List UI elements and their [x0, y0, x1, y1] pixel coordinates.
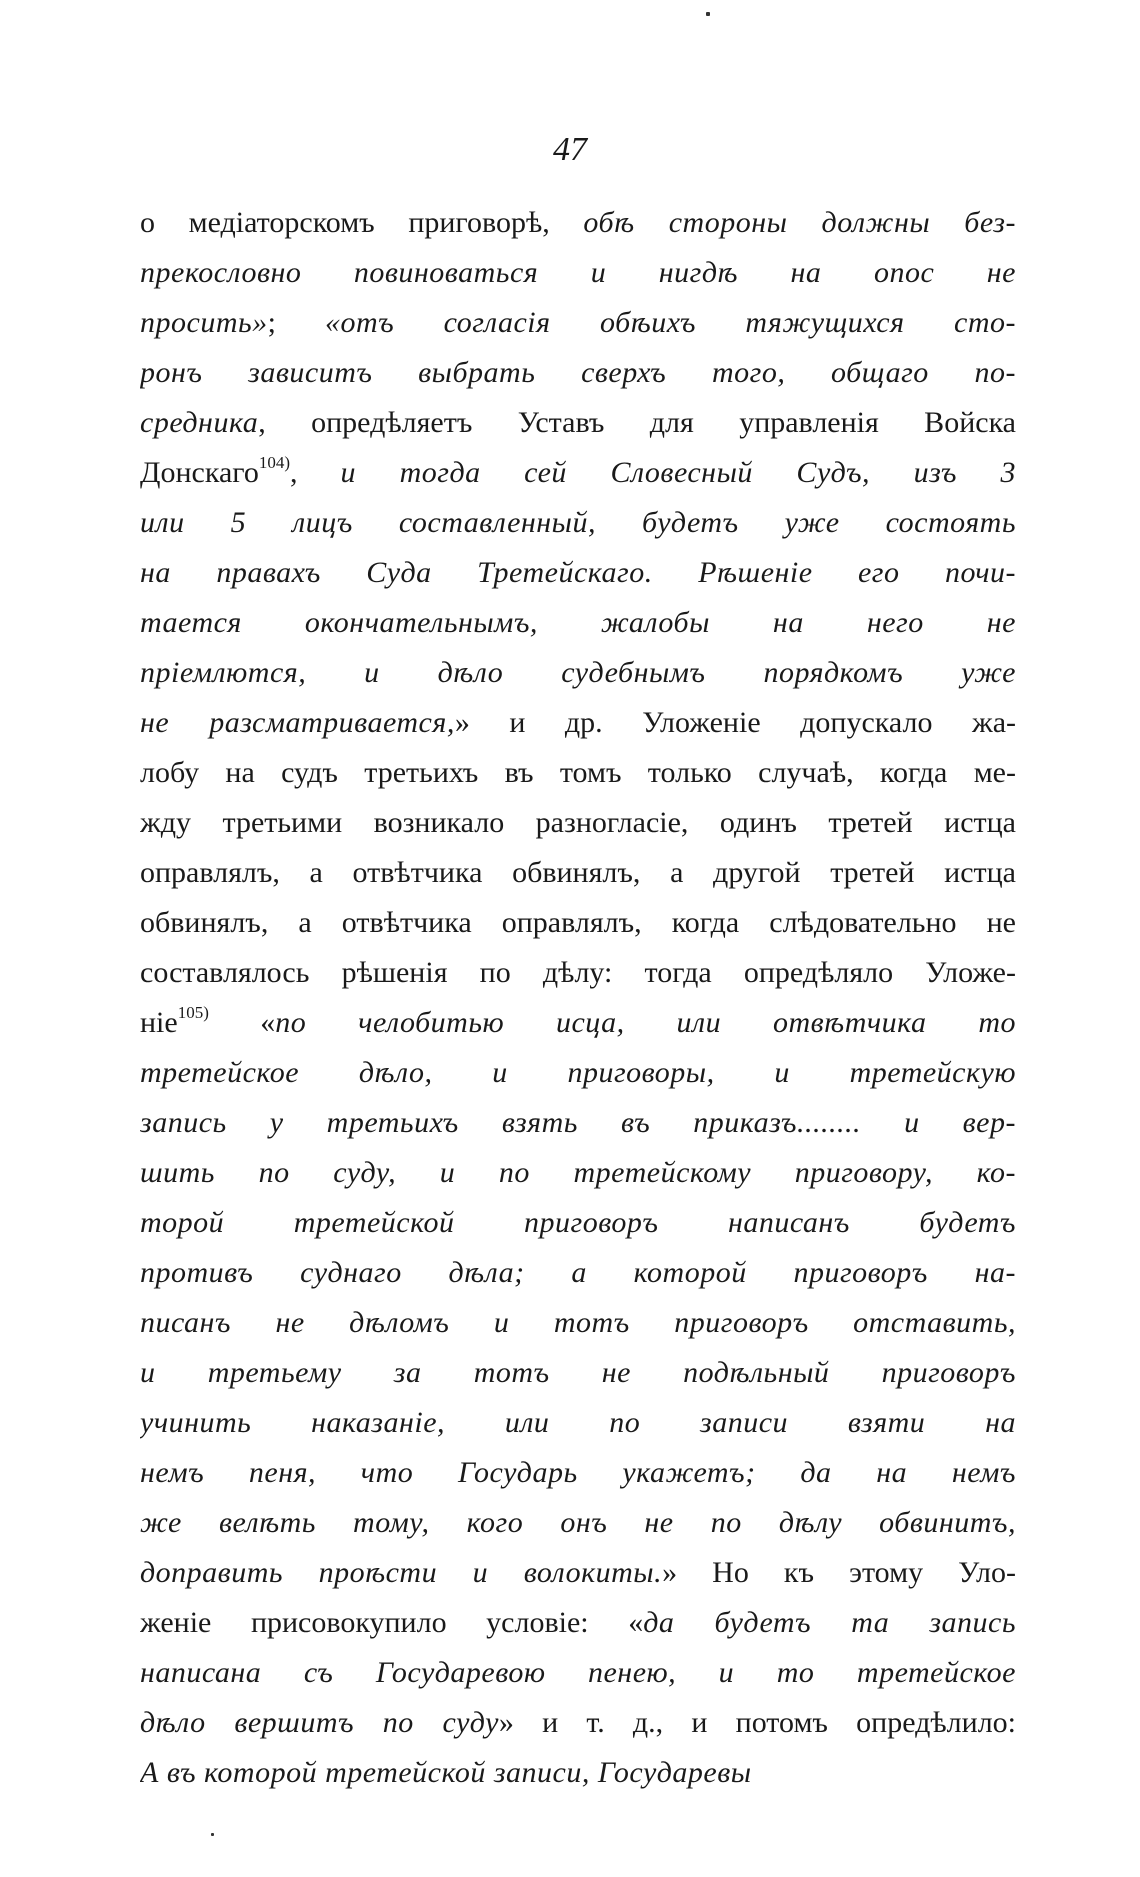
text-line [140, 348, 1016, 398]
text-line [140, 1298, 1016, 1348]
text-segment: ; [267, 306, 325, 339]
text-segment: шить по суду, и по третейскому приговору, ко- [140, 1156, 1016, 1189]
text-segment: обвинялъ, а отвѣтчика оправлялъ, когда слѣдовательно не [140, 906, 1016, 939]
text-line [140, 1498, 1016, 1548]
text-line [140, 1398, 1016, 1448]
text-segment: и третьему за тотъ не подѣльный приговоръ [140, 1356, 1016, 1389]
text-segment: написана съ Государевою пенею, и то третейское [140, 1656, 1016, 1689]
text-line [140, 498, 1016, 548]
footnote-reference: 104) [258, 453, 290, 472]
text-segment: » и т. д., и потомъ опредѣлило: [498, 1706, 1016, 1739]
text-line [140, 748, 1016, 798]
text-segment: на правахъ Суда Третейскаго. Рѣшеніе его почи- [140, 556, 1016, 589]
text-segment: А въ которой третейской записи, Государевы [140, 1756, 752, 1789]
text-line [140, 948, 1016, 998]
text-line [140, 1748, 1016, 1798]
text-segment: доправить проѣсти и волокиты. [140, 1556, 663, 1589]
text-segment: составлялось рѣшенія по дѣлу: тогда опредѣляло Уложе- [140, 956, 1016, 989]
text-line [140, 248, 1016, 298]
text-segment: третейское дѣло, и приговоры, и третейскую [140, 1056, 1016, 1089]
text-line [140, 898, 1016, 948]
text-segment: дѣло вершитъ по суду [140, 1706, 499, 1739]
text-line [140, 998, 1016, 1048]
text-segment: лобу на судъ третьихъ въ томъ только случаѣ, когда ме- [140, 756, 1016, 789]
text-segment: оправлялъ, а отвѣтчика обвинялъ, а другой третей истца [140, 856, 1016, 889]
text-segment: учинить наказаніе, или по записи взяти на [140, 1406, 1016, 1439]
text-segment: немъ пеня, что Государь укажетъ; да на немъ [140, 1456, 1016, 1489]
text-segment: « [208, 1006, 276, 1039]
page-number: 47 [553, 131, 587, 168]
text-segment: обѣ стороны должны без- [583, 206, 1016, 239]
text-segment: ронъ зависитъ выбрать сверхъ того, общаго по- [140, 356, 1016, 389]
text-segment: о медіаторскомъ приговорѣ, [140, 206, 584, 239]
text-line [140, 1348, 1016, 1398]
text-segment: , [290, 456, 341, 489]
text-segment: » и др. Уложеніе допускало жа- [454, 706, 1016, 739]
text-segment: же велѣть тому, кого онъ не по дѣлу обвинитъ, [140, 1506, 1016, 1539]
text-line [140, 798, 1016, 848]
text-segment: тается окончательнымъ, жалобы на него не [140, 606, 1016, 639]
text-line [140, 848, 1016, 898]
print-speck [211, 1833, 214, 1836]
text-line [140, 198, 1016, 248]
text-line [140, 1648, 1016, 1698]
text-segment: по челобитью исца, или отвѣтчика то [275, 1006, 1016, 1039]
body-text [140, 198, 1016, 1798]
text-line [140, 1448, 1016, 1498]
text-segment: не разсматривается, [140, 706, 455, 739]
text-segment: «отъ согласія обѣихъ тяжущихся сто- [324, 306, 1016, 339]
text-segment: противъ суднаго дѣла; а которой приговоръ на- [140, 1256, 1016, 1289]
text-segment: запись у третьихъ взять въ приказъ........ и вер- [140, 1106, 1016, 1139]
text-line [140, 1048, 1016, 1098]
text-segment: да будетъ та запись [643, 1606, 1016, 1639]
text-line [140, 1598, 1016, 1648]
text-line [140, 1698, 1016, 1748]
text-segment: жду третьими возникало разногласіе, одинъ третей истца [140, 806, 1016, 839]
text-line [140, 1198, 1016, 1248]
text-segment: пріемлются, и дѣло судебнымъ порядкомъ уже [140, 656, 1016, 689]
text-line [140, 1248, 1016, 1298]
text-segment: женіе присовокупило условіе: « [140, 1606, 644, 1639]
text-segment: и тогда сей Словесный Судъ, изъ 3 [340, 456, 1016, 489]
text-segment: Донскаго [140, 456, 259, 489]
text-line [140, 448, 1016, 498]
text-line [140, 298, 1016, 348]
footnote-reference: 105) [177, 1003, 209, 1022]
text-line [140, 1148, 1016, 1198]
text-segment: , опредѣляетъ Уставъ для управленія Войска [258, 406, 1016, 439]
text-segment: просить» [140, 306, 268, 339]
text-segment: или 5 лицъ составленный, будетъ уже состоять [140, 506, 1016, 539]
text-line [140, 698, 1016, 748]
text-line [140, 648, 1016, 698]
text-line [140, 1098, 1016, 1148]
text-line [140, 598, 1016, 648]
text-segment: торой третейской приговоръ написанъ будетъ [140, 1206, 1016, 1239]
text-segment: ніе [140, 1006, 178, 1039]
text-segment: » Но къ этому Уло- [662, 1556, 1016, 1589]
text-line [140, 548, 1016, 598]
text-line [140, 398, 1016, 448]
text-segment: средника [140, 406, 259, 439]
text-segment: писанъ не дѣломъ и тотъ приговоръ отставить, [140, 1306, 1016, 1339]
text-segment: прекословно повиноваться и нигдѣ на опос не [140, 256, 1016, 289]
print-speck [706, 12, 710, 16]
text-line [140, 1548, 1016, 1598]
